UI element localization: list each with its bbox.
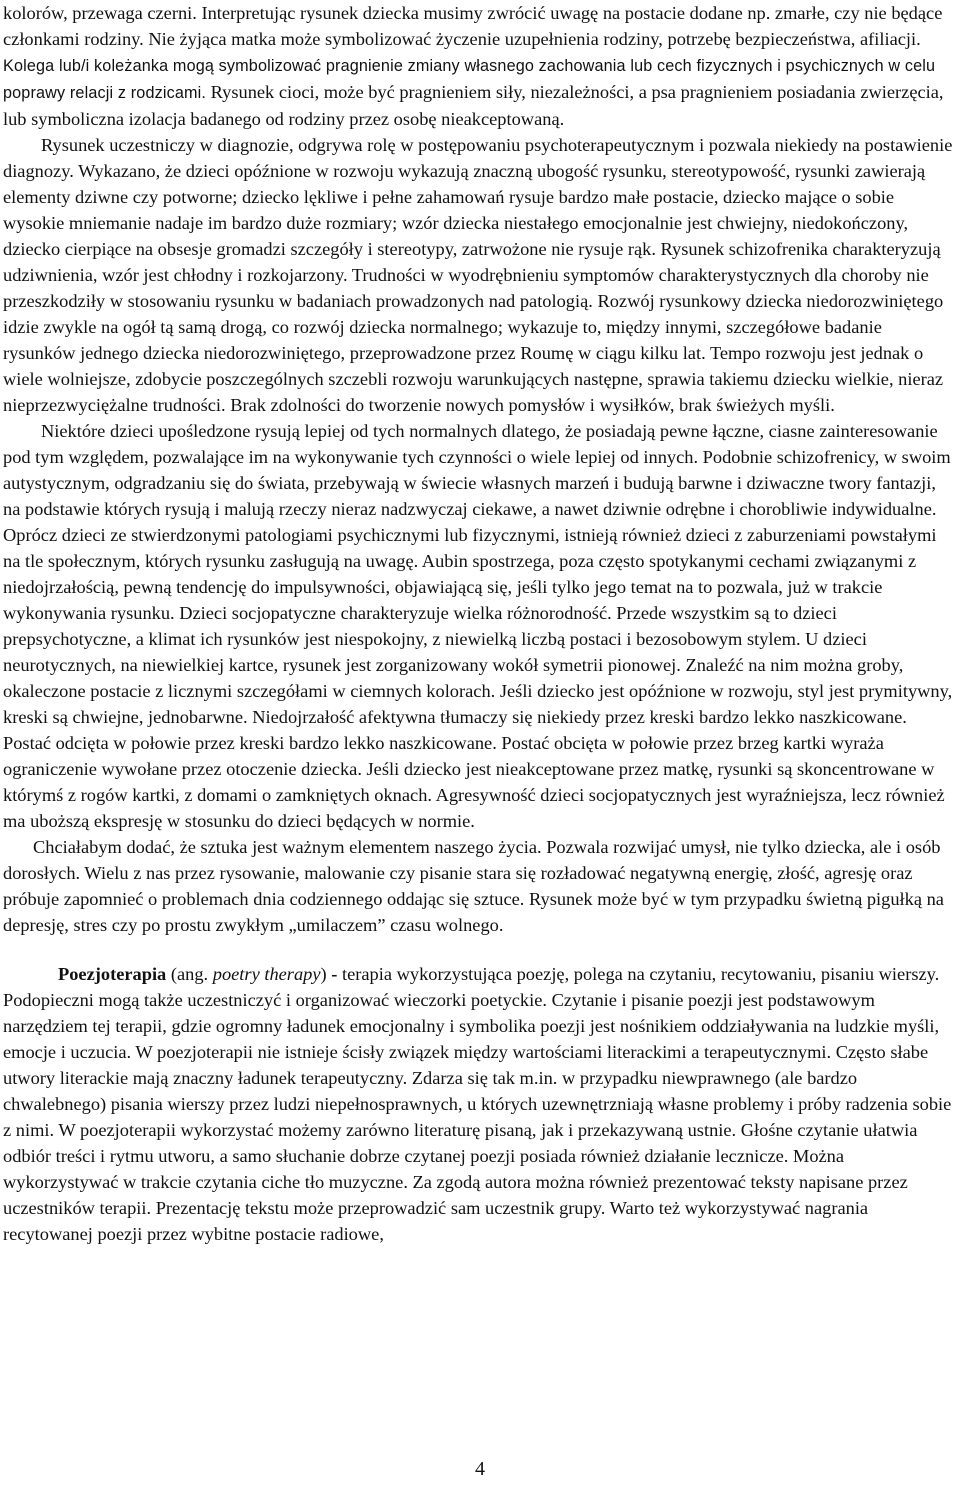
term-heading: Poezjoterapia [58,964,167,984]
paragraph-text: Rysunek cioci, może być pragnieniem siły, niezależności, a psa pragnieniem posiadania zwierzęcia, lub symboliczna izolacja badanego od rodziny przez osobę nieakceptowaną. [3,82,944,129]
paragraph-art-conclusion: Chciałabym dodać, że sztuka jest ważnym elementem naszego życia. Pozwala rozwijać umysł, nie tylko dziecka, ale i osób dorosłych. Wielu z nas przez rysowanie, malowanie czy pisanie stara się rozładować negatywną energię, złość, agresję oraz próbuje zapomnieć o problemach dnia codziennego oddając się sztuce. Rysunek może być w tym przypadku świetną pigułką na depresję, stres czy po prostu zwykłym „umilaczem” czasu wolnego. [3,837,944,935]
term-close-paren: ) [320,964,327,984]
paragraph-text: terapia wykorzystująca poezję, polega na czytaniu, recytowaniu, pisaniu wierszy. Podopieczni mogą także uczestniczyć i organizować wieczorki poetyckie. Czytanie i pisanie poezji jest podstawowym narzędziem tej terapii, gdzie ogromny ładunek emocjonalny i symbolika poezji jest nośnikiem oddziaływania na ludzkie myśli, emocje i uczucia. W poezjoterapii nie istnieje ścisły związek między wartościami literackimi a terapeutycznymi. Często słabe utwory literackie mają znaczny ładunek terapeutyczny. Zdarza się tak m.in. w przypadku niewprawnego (ale bardzo chwalebnego) pisania wierszy przez ludzi niepełnosprawnych, u których uzewnętrzniają własne problemy i próby radzenia sobie z nimi. W poezjoterapii wykorzystać możemy zarówno literaturę pisaną, jak i przekazywaną ustnie. Głośne czytanie ułatwia odbiór treści i rytmu utworu, a samo słuchanie dobrze czytanej poezji posiada również działanie lecznicze. Można wykorzystywać w trakcie czytania ciche tło muzyczne. Za zgodą autora można również prezentować teksty napisane przez uczestników terapii. Prezentację tekstu może przeprowadzić sam uczestnik grupy. Warto też wykorzystywać nagrania recytowanej poezji przez wybitne postacie radiowe, [3,964,952,1244]
paragraph-diagnosis: Rysunek uczestniczy w diagnozie, odgrywa rolę w postępowaniu psychoterapeutycznym i pozwala niekiedy na postawienie diagnozy. Wykazano, że dzieci opóźnione w rozwoju wykazują znaczną ubogość rysunku, stereotypowość, rysunki zawierają elementy dziwne czy potworne; dziecko lękliwe i pełne zahamowań rysuje bardzo małe postacie, dziecko mające o sobie wysokie mniemanie nadaje im bardzo duże rozmiary; wzór dziecka niestałego emocjonalnie jest chwiejny, niedokończony, dziecko cierpiące na obsesje gromadzi szczegóły i stereotypy, zatrwożone nie rysuje rąk. Rysunek schizofrenika charakteryzują udziwnienia, wzór jest chłodny i rozkojarzony. Trudności w wyodrębnieniu symptomów charakterystycznych dla choroby nie przeszkodziły w stosowaniu rysunku w badaniach prowadzonych nad patologią. Rozwój rysunkowy dziecka niedorozwiniętego idzie zwykle na ogół tą samą drogą, co rozwój dziecka normalnego; wykazuje to, między innymi, szczegółowe badanie rysunków jednego dziecka niedorozwiniętego, przeprowadzone przez Roumę w ciągu kilku lat. Tempo rozwoju jest jednak o wiele wolniejsze, zdobycie poszczególnych szczebli rozwoju warunkujących następne, sprawia takiemu dziecku wielkie, nieraz nieprzezwyciężalne trudności. Brak zdolności do tworzenie nowych pomysłów i wysiłków, brak świeżych myśli. [3,135,953,415]
page-number: 4 [475,1458,485,1480]
paragraph-handicapped-children: Niektóre dzieci upośledzone rysują lepiej od tych normalnych dlatego, że posiadają pewne łączne, ciasne zainteresowanie pod tym względem, pozwalające im na wykonywanie tych czynności o wiele lepiej od innych. Podobnie schizofrenicy, w swoim autystycznym, odgradzaniu się do świata, przebywają w świecie własnych marzeń i budują barwne i dziwaczne twory fantazji, na podstawie których rysują i malują rzeczy nieraz nadzwyczaj ciekawe, a nawet dziwnie odrębne i chorobliwie indywidualne. [3,421,951,519]
paragraph-poetry-therapy [3,961,953,1247]
term-dash: - [326,964,342,984]
term-open-paren: (ang. [166,964,213,984]
paragraph-social-disorders: Oprócz dzieci ze stwierdzonymi patologiami psychicznymi lub fizycznymi, istnieją również dzieci z zaburzeniami powstałymi na tle społecznym, których rysunku zasługują na uwagę. Aubin spostrzega, poza często spotykanymi cechami związanymi z niedojrzałością, pewną tendencję do impulsywności, objawiającą się, jeśli tylko jego temat na to pozwala, już w trakcie wykonywania rysunku. Dzieci socjopatyczne charakteryzuje wielka różnorodność. Przede wszystkim są to dzieci prepsychotyczne, a klimat ich rysunków jest niespokojny, z niewielką liczbą postaci i bezosobowym stylem. U dzieci neurotycznych, na niewielkiej kartce, rysunek jest zorganizowany wokół symetrii pionowej. Znaleźć na nim można groby, okaleczone postacie z licznymi szczegółami w ciemnych kolorach. Jeśli dziecko jest opóźnione w rozwoju, styl jest prymitywny, kreski są chwiejne, jednobarwne. Niedojrzałość afektywna tłumaczy się niekiedy przez kreski bardzo lekko naszkicowane. Postać odcięta w połowie przez kreski bardzo lekko naszkicowane. Postać obcięta w połowie przez brzeg kartki wyraża ograniczenie wywołane przez otoczenie dziecka. Jeśli dziecko jest nieakceptowane przez matkę, rysunki są skoncentrowane w którymś z rogów kartki, z domami o zamkniętych oknach. Agresywność dzieci socjopatycznych jest wyraźniejsza, lecz również ma uboższą ekspresję w stosunku do dzieci będących w normie. [3,525,953,831]
term-english: poetry therapy [212,964,321,984]
paragraph-text: kolorów, przewaga czerni. Interpretując rysunek dziecka musimy zwrócić uwagę na postacie dodane np. zmarłe, czy nie będące członkami rodziny. Nie żyjąca matka może symbolizować życzenie uzupełnienia rodziny, potrzebę bezpieczeństwa, afiliacji. [3,3,943,49]
paragraph-text: Kolega lub/i koleżanka mogą symbolizować pragnienie zmiany własnego zachowania lub cech fizycznych i psychicznych w celu poprawy relacji z rodzicami. [3,57,936,102]
paragraph-family-drawing [3,0,953,132]
